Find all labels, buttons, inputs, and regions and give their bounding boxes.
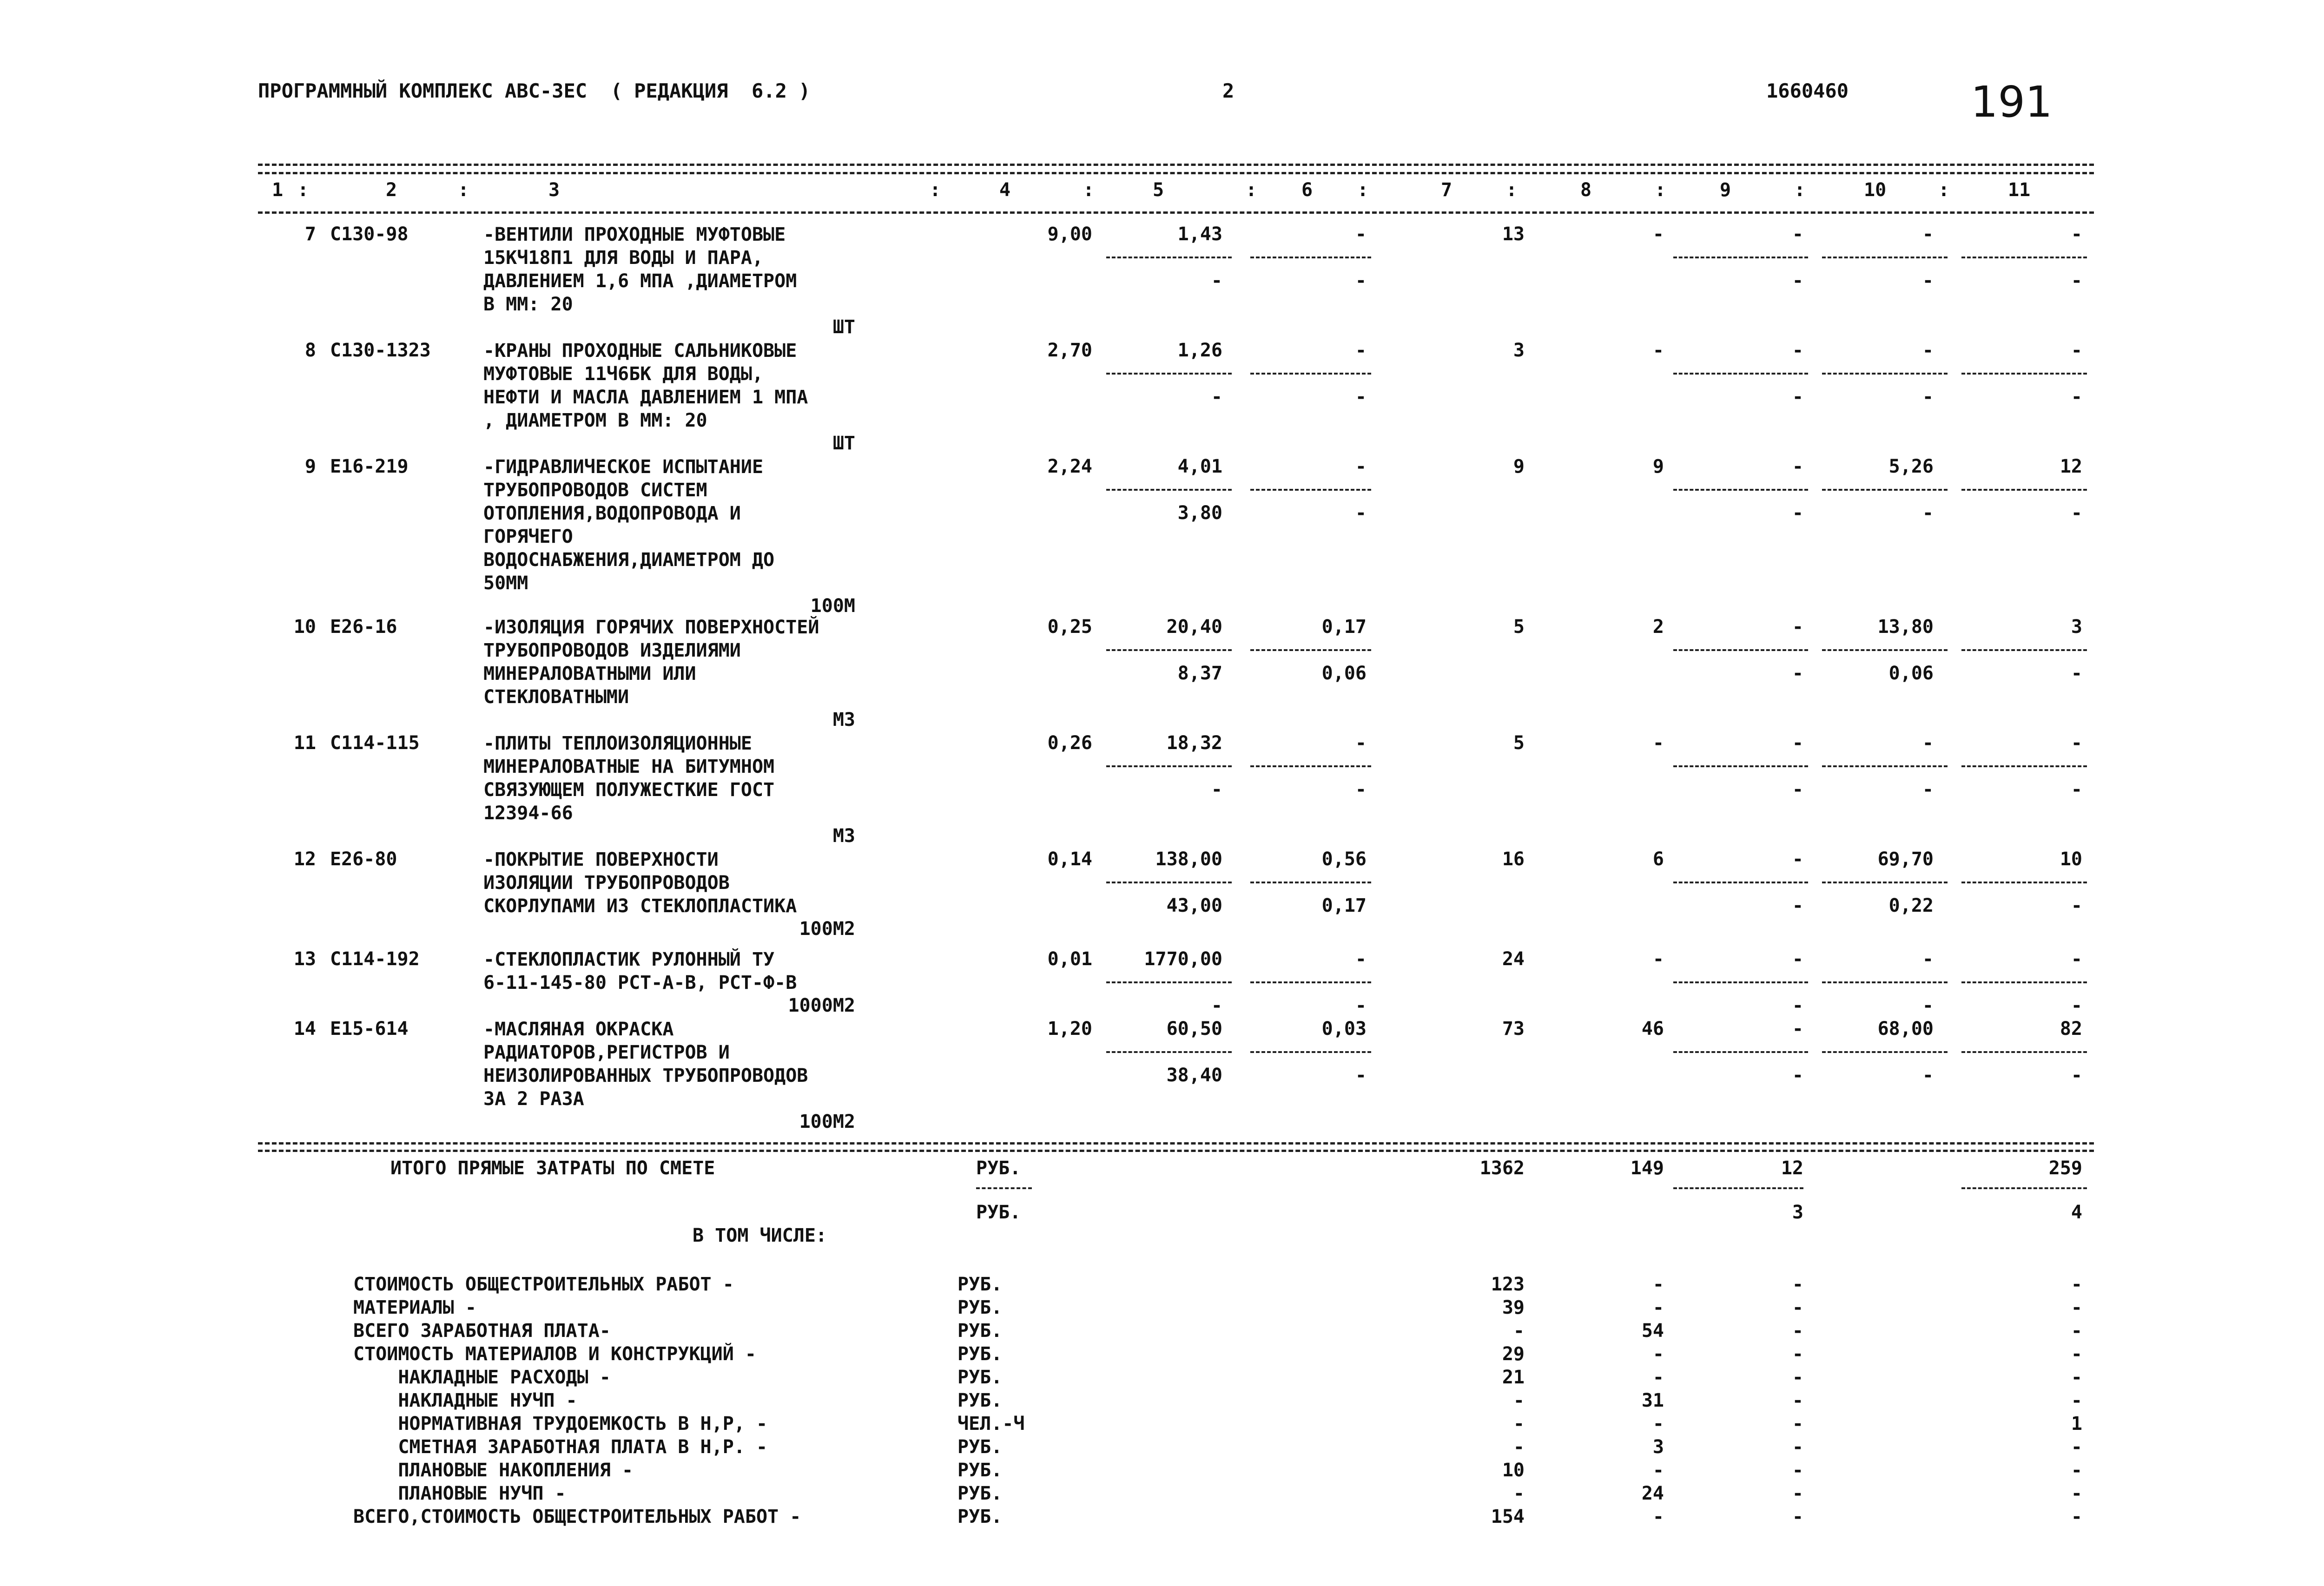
row-rule-c9 bbox=[1673, 257, 1808, 258]
row-c4: 2,24 bbox=[1047, 456, 1092, 477]
row-c9b: - bbox=[1792, 995, 1803, 1016]
row-code: Е15-614 bbox=[330, 1018, 409, 1040]
row-rule-c10 bbox=[1822, 373, 1948, 375]
row-rule-c9 bbox=[1673, 981, 1808, 983]
including-label: В ТОМ ЧИСЛЕ: bbox=[693, 1225, 827, 1246]
row-c7: 16 bbox=[1502, 849, 1525, 870]
summary-unit: РУБ. bbox=[957, 1297, 1003, 1318]
summary-col7: 10 bbox=[1502, 1460, 1525, 1481]
row-c5b: - bbox=[1211, 270, 1222, 291]
summary-col11: 1 bbox=[2071, 1413, 2082, 1435]
row-c9: - bbox=[1792, 732, 1803, 754]
row-unit: М3 bbox=[832, 709, 855, 730]
row-number: 13 bbox=[293, 948, 316, 970]
column-separator: : bbox=[1246, 179, 1257, 201]
summary-col9: - bbox=[1792, 1390, 1803, 1411]
summary-unit: ЧЕЛ.-Ч bbox=[957, 1413, 1025, 1435]
summary-col11: - bbox=[2071, 1436, 2082, 1458]
summary-col9: - bbox=[1792, 1274, 1803, 1295]
summary-label: ВСЕГО ЗАРАБОТНАЯ ПЛАТА- bbox=[353, 1320, 611, 1342]
row-c5: 18,32 bbox=[1166, 732, 1222, 754]
row-description: -ГИДРАВЛИЧЕСКОЕ ИСПЫТАНИЕ ТРУБОПРОВОДОВ СИСТЕМ ОТОПЛЕНИЯ,ВОДОПРОВОДА И ГОРЯЧЕГО ВОДОСНАБЖЕНИЯ,ДИАМЕТРОМ ДО 50ММ bbox=[483, 456, 775, 594]
row-c11: - bbox=[2071, 224, 2082, 245]
column-separator: : bbox=[1938, 179, 1950, 201]
row-rule-c5 bbox=[1106, 489, 1232, 491]
row-c5b: 38,40 bbox=[1166, 1065, 1222, 1086]
row-c11: 82 bbox=[2060, 1018, 2082, 1040]
totals-col9-rule bbox=[1673, 1187, 1803, 1189]
row-c5: 20,40 bbox=[1166, 616, 1222, 638]
summary-col8: - bbox=[1652, 1343, 1664, 1365]
row-rule-c6 bbox=[1250, 257, 1371, 258]
summary-col8: - bbox=[1652, 1506, 1664, 1527]
row-c5b: - bbox=[1211, 995, 1222, 1016]
summary-col7: - bbox=[1513, 1483, 1525, 1504]
row-rule-c11 bbox=[1961, 257, 2087, 258]
summary-col11: - bbox=[2071, 1390, 2082, 1411]
summary-col7: - bbox=[1513, 1436, 1525, 1458]
row-c9: - bbox=[1792, 340, 1803, 361]
row-c7: 5 bbox=[1513, 732, 1525, 754]
summary-unit: РУБ. bbox=[957, 1390, 1003, 1411]
document-code: 1660460 bbox=[1766, 79, 1849, 102]
summary-col8: - bbox=[1652, 1413, 1664, 1435]
row-unit: М3 bbox=[832, 825, 855, 847]
row-rule-c9 bbox=[1673, 373, 1808, 375]
summary-col9: - bbox=[1792, 1413, 1803, 1435]
row-c10: - bbox=[1922, 732, 1934, 754]
row-rule-c9 bbox=[1673, 489, 1808, 491]
row-c8: - bbox=[1652, 340, 1664, 361]
row-c7: 73 bbox=[1502, 1018, 1525, 1040]
totals-unit-2: РУБ. bbox=[976, 1202, 1021, 1223]
row-description: -СТЕКЛОПЛАСТИК РУЛОННЫЙ ТУ 6-11-145-80 РСТ-А-В, РСТ-Ф-В bbox=[483, 949, 797, 994]
row-c10: 13,80 bbox=[1877, 616, 1934, 638]
summary-unit: РУБ. bbox=[957, 1460, 1003, 1481]
row-c10: - bbox=[1922, 340, 1934, 361]
row-number: 10 bbox=[293, 616, 316, 638]
summary-label: НАКЛАДНЫЕ РАСХОДЫ - bbox=[353, 1367, 611, 1388]
totals-unit-rule bbox=[976, 1187, 1032, 1189]
row-unit: ШТ bbox=[832, 316, 855, 338]
row-number: 11 bbox=[293, 732, 316, 754]
column-separator: : bbox=[458, 179, 469, 201]
row-c10b: - bbox=[1922, 502, 1934, 524]
row-rule-c11 bbox=[1961, 882, 2087, 883]
totals-col11-rule bbox=[1961, 1187, 2087, 1189]
row-rule-c5 bbox=[1106, 1051, 1232, 1053]
summary-unit: РУБ. bbox=[957, 1274, 1003, 1295]
row-description: -ВЕНТИЛИ ПРОХОДНЫЕ МУФТОВЫЕ 15КЧ18П1 ДЛЯ ВОДЫ И ПАРА, ДАВЛЕНИЕМ 1,6 МПА ,ДИАМЕТРОМ В ММ: 20 bbox=[483, 224, 797, 315]
totals-col11-b: 4 bbox=[2071, 1202, 2082, 1223]
row-c9b: - bbox=[1792, 502, 1803, 524]
row-c11b: - bbox=[2071, 1065, 2082, 1086]
row-c10b: - bbox=[1922, 1065, 1934, 1086]
row-c4: 1,20 bbox=[1047, 1018, 1092, 1040]
column-separator: : bbox=[1083, 179, 1095, 201]
row-c5b: - bbox=[1211, 779, 1222, 800]
row-rule-c11 bbox=[1961, 765, 2087, 767]
row-c8: 6 bbox=[1652, 849, 1664, 870]
row-c9b: - bbox=[1792, 1065, 1803, 1086]
row-c7: 24 bbox=[1502, 948, 1525, 970]
summary-col7: 39 bbox=[1502, 1297, 1525, 1318]
row-c9: - bbox=[1792, 849, 1803, 870]
summary-label: ПЛАНОВЫЕ НУЧП - bbox=[353, 1483, 566, 1504]
summary-col8: 3 bbox=[1652, 1436, 1664, 1458]
row-c11b: - bbox=[2071, 270, 2082, 291]
summary-col8: 54 bbox=[1641, 1320, 1664, 1342]
summary-col9: - bbox=[1792, 1506, 1803, 1527]
row-c6b: - bbox=[1355, 779, 1367, 800]
summary-col11: - bbox=[2071, 1297, 2082, 1318]
row-unit: ШТ bbox=[832, 433, 855, 454]
row-code: С130-98 bbox=[330, 224, 409, 245]
totals-rule bbox=[258, 1142, 2094, 1145]
column-header-10: 10 bbox=[1864, 179, 1887, 201]
row-description: -ИЗОЛЯЦИЯ ГОРЯЧИХ ПОВЕРХНОСТЕЙ ТРУБОПРОВОДОВ ИЗДЕЛИЯМИ МИНЕРАЛОВАТНЫМИ ИЛИ СТЕКЛОВАТНЫМИ bbox=[483, 617, 819, 708]
row-code: С114-192 bbox=[330, 948, 420, 970]
row-c6b: - bbox=[1355, 995, 1367, 1016]
summary-col8: - bbox=[1652, 1297, 1664, 1318]
row-c6: - bbox=[1355, 224, 1367, 245]
row-rule-c6 bbox=[1250, 765, 1371, 767]
row-c6b: - bbox=[1355, 1065, 1367, 1086]
row-c5: 60,50 bbox=[1166, 1018, 1222, 1040]
row-c4: 0,01 bbox=[1047, 948, 1092, 970]
row-rule-c6 bbox=[1250, 489, 1371, 491]
row-c9b: - bbox=[1792, 779, 1803, 800]
row-c11: - bbox=[2071, 340, 2082, 361]
row-c5: 1,43 bbox=[1177, 224, 1222, 245]
row-c9b: - bbox=[1792, 386, 1803, 408]
row-c8: 2 bbox=[1652, 616, 1664, 638]
summary-label: НАКЛАДНЫЕ НУЧП - bbox=[353, 1390, 577, 1411]
row-c10b: - bbox=[1922, 270, 1934, 291]
summary-col9: - bbox=[1792, 1483, 1803, 1504]
column-header-3: 3 bbox=[548, 179, 560, 201]
row-rule-c11 bbox=[1961, 373, 2087, 375]
column-header-7: 7 bbox=[1441, 179, 1452, 201]
row-code: Е16-219 bbox=[330, 456, 409, 477]
summary-unit: РУБ. bbox=[957, 1506, 1003, 1527]
row-description: -МАСЛЯНАЯ ОКРАСКА РАДИАТОРОВ,РЕГИСТРОВ И НЕИЗОЛИРОВАННЫХ ТРУБОПРОВОДОВ ЗА 2 РАЗА bbox=[483, 1019, 808, 1110]
summary-col11: - bbox=[2071, 1460, 2082, 1481]
header-rule-top-2 bbox=[258, 172, 2094, 174]
row-c7: 3 bbox=[1513, 340, 1525, 361]
row-c10b: 0,06 bbox=[1888, 663, 1934, 684]
row-c11: 3 bbox=[2071, 616, 2082, 638]
row-c5: 1770,00 bbox=[1144, 948, 1222, 970]
row-c8: - bbox=[1652, 732, 1664, 754]
row-c5b: 8,37 bbox=[1177, 663, 1222, 684]
column-header-2: 2 bbox=[386, 179, 397, 201]
row-c10: - bbox=[1922, 224, 1934, 245]
row-c11b: - bbox=[2071, 386, 2082, 408]
row-c4: 2,70 bbox=[1047, 340, 1092, 361]
row-c6: 0,56 bbox=[1321, 849, 1367, 870]
row-rule-c5 bbox=[1106, 373, 1232, 375]
column-header-9: 9 bbox=[1720, 179, 1731, 201]
summary-col9: - bbox=[1792, 1460, 1803, 1481]
row-rule-c5 bbox=[1106, 981, 1232, 983]
summary-col11: - bbox=[2071, 1483, 2082, 1504]
row-c10b: - bbox=[1922, 386, 1934, 408]
summary-label: СМЕТНАЯ ЗАРАБОТНАЯ ПЛАТА В Н,Р. - bbox=[353, 1436, 768, 1458]
row-number: 8 bbox=[304, 340, 316, 361]
totals-col9-b: 3 bbox=[1792, 1202, 1803, 1223]
row-rule-c10 bbox=[1822, 1051, 1948, 1053]
row-c4: 0,14 bbox=[1047, 849, 1092, 870]
summary-label: СТОИМОСТЬ ОБЩЕСТРОИТЕЛЬНЫХ РАБОТ - bbox=[353, 1274, 734, 1295]
row-c9: - bbox=[1792, 616, 1803, 638]
row-c9: - bbox=[1792, 456, 1803, 477]
row-c11: - bbox=[2071, 948, 2082, 970]
summary-col8: 31 bbox=[1641, 1390, 1664, 1411]
program-title: ПРОГРАММНЫЙ КОМПЛЕКС АВС-ЗЕС ( РЕДАКЦИЯ 6.2 ) bbox=[258, 79, 811, 102]
summary-col8: - bbox=[1652, 1367, 1664, 1388]
row-c9b: - bbox=[1792, 663, 1803, 684]
summary-label: СТОИМОСТЬ МАТЕРИАЛОВ И КОНСТРУКЦИЙ - bbox=[353, 1343, 756, 1365]
row-c8: - bbox=[1652, 948, 1664, 970]
column-header-4: 4 bbox=[999, 179, 1011, 201]
column-separator: : bbox=[1506, 179, 1518, 201]
row-rule-c9 bbox=[1673, 1051, 1808, 1053]
row-description: -ПЛИТЫ ТЕПЛОИЗОЛЯЦИОННЫЕ МИНЕРАЛОВАТНЫЕ НА БИТУМНОМ СВЯЗУЮЩЕМ ПОЛУЖЕСТКИЕ ГОСТ 12394-66 bbox=[483, 733, 775, 824]
summary-label: ВСЕГО,СТОИМОСТЬ ОБЩЕСТРОИТЕЛЬНЫХ РАБОТ - bbox=[353, 1506, 801, 1527]
row-rule-c5 bbox=[1106, 882, 1232, 883]
row-rule-c5 bbox=[1106, 765, 1232, 767]
summary-unit: РУБ. bbox=[957, 1343, 1003, 1365]
column-separator: : bbox=[1794, 179, 1806, 201]
row-c6: - bbox=[1355, 340, 1367, 361]
row-c9: - bbox=[1792, 1018, 1803, 1040]
row-c10b: - bbox=[1922, 779, 1934, 800]
row-c6b: 0,17 bbox=[1321, 895, 1367, 916]
row-rule-c11 bbox=[1961, 1051, 2087, 1053]
row-c10: 69,70 bbox=[1877, 849, 1934, 870]
row-rule-c5 bbox=[1106, 257, 1232, 258]
summary-col9: - bbox=[1792, 1320, 1803, 1342]
summary-col9: - bbox=[1792, 1367, 1803, 1388]
row-code: Е26-80 bbox=[330, 849, 397, 870]
row-c11b: - bbox=[2071, 895, 2082, 916]
row-c8: - bbox=[1652, 224, 1664, 245]
row-number: 12 bbox=[293, 849, 316, 870]
row-c4: 0,26 bbox=[1047, 732, 1092, 754]
summary-col7: 154 bbox=[1491, 1506, 1525, 1527]
row-c9: - bbox=[1792, 948, 1803, 970]
summary-col7: - bbox=[1513, 1320, 1525, 1342]
summary-col11: - bbox=[2071, 1320, 2082, 1342]
row-c10: 68,00 bbox=[1877, 1018, 1934, 1040]
row-c6: 0,17 bbox=[1321, 616, 1367, 638]
totals-rule-2 bbox=[258, 1150, 2094, 1152]
summary-col7: - bbox=[1513, 1413, 1525, 1435]
row-c8: 9 bbox=[1652, 456, 1664, 477]
row-c4: 0,25 bbox=[1047, 616, 1092, 638]
totals-col7: 1362 bbox=[1479, 1158, 1525, 1179]
row-rule-c6 bbox=[1250, 882, 1371, 883]
row-c6: - bbox=[1355, 456, 1367, 477]
summary-col9: - bbox=[1792, 1297, 1803, 1318]
row-c11b: - bbox=[2071, 779, 2082, 800]
totals-unit: РУБ. bbox=[976, 1158, 1021, 1179]
row-c11b: - bbox=[2071, 663, 2082, 684]
row-c10b: - bbox=[1922, 995, 1934, 1016]
totals-col11: 259 bbox=[2048, 1158, 2082, 1179]
row-rule-c11 bbox=[1961, 649, 2087, 651]
row-number: 14 bbox=[293, 1018, 316, 1040]
summary-col11: - bbox=[2071, 1343, 2082, 1365]
row-rule-c10 bbox=[1822, 882, 1948, 883]
row-c10b: 0,22 bbox=[1888, 895, 1934, 916]
summary-col11: - bbox=[2071, 1367, 2082, 1388]
row-c7: 9 bbox=[1513, 456, 1525, 477]
summary-unit: РУБ. bbox=[957, 1320, 1003, 1342]
summary-unit: РУБ. bbox=[957, 1483, 1003, 1504]
row-description: -КРАНЫ ПРОХОДНЫЕ САЛЬНИКОВЫЕ МУФТОВЫЕ 11Ч6БК ДЛЯ ВОДЫ, НЕФТИ И МАСЛА ДАВЛЕНИЕМ 1 МПА , ДИАМЕТРОМ В ММ: 20 bbox=[483, 340, 808, 431]
row-c6: - bbox=[1355, 732, 1367, 754]
row-number: 7 bbox=[304, 224, 316, 245]
row-rule-c6 bbox=[1250, 649, 1371, 651]
row-c6: 0,03 bbox=[1321, 1018, 1367, 1040]
summary-col9: - bbox=[1792, 1343, 1803, 1365]
row-c6b: - bbox=[1355, 270, 1367, 291]
row-c10: - bbox=[1922, 948, 1934, 970]
row-c5: 4,01 bbox=[1177, 456, 1222, 477]
summary-col11: - bbox=[2071, 1274, 2082, 1295]
row-c11b: - bbox=[2071, 995, 2082, 1016]
row-c5: 138,00 bbox=[1155, 849, 1222, 870]
row-rule-c6 bbox=[1250, 1051, 1371, 1053]
row-c6b: 0,06 bbox=[1321, 663, 1367, 684]
summary-col7: 21 bbox=[1502, 1367, 1525, 1388]
row-c11b: - bbox=[2071, 502, 2082, 524]
row-rule-c10 bbox=[1822, 257, 1948, 258]
summary-label: НОРМАТИВНАЯ ТРУДОЕМКОСТЬ В Н,Р, - bbox=[353, 1413, 768, 1435]
page-number: 2 bbox=[1222, 79, 1235, 102]
row-c8: 46 bbox=[1641, 1018, 1664, 1040]
row-c5: 1,26 bbox=[1177, 340, 1222, 361]
row-rule-c10 bbox=[1822, 649, 1948, 651]
row-c7: 13 bbox=[1502, 224, 1525, 245]
totals-label: ИТОГО ПРЯМЫЕ ЗАТРАТЫ ПО СМЕТЕ bbox=[390, 1158, 715, 1179]
row-c5b: 43,00 bbox=[1166, 895, 1222, 916]
summary-unit: РУБ. bbox=[957, 1367, 1003, 1388]
summary-col7: 29 bbox=[1502, 1343, 1525, 1365]
row-rule-c10 bbox=[1822, 489, 1948, 491]
row-unit: 100М2 bbox=[799, 918, 855, 940]
column-separator: : bbox=[297, 179, 309, 201]
row-c9b: - bbox=[1792, 270, 1803, 291]
row-c4: 9,00 bbox=[1047, 224, 1092, 245]
summary-col8: - bbox=[1652, 1274, 1664, 1295]
column-header-5: 5 bbox=[1153, 179, 1164, 201]
summary-col7: 123 bbox=[1491, 1274, 1525, 1295]
row-rule-c9 bbox=[1673, 765, 1808, 767]
row-c6: - bbox=[1355, 948, 1367, 970]
row-c6b: - bbox=[1355, 502, 1367, 524]
row-unit: 100М bbox=[810, 595, 855, 617]
row-unit: 100М2 bbox=[799, 1111, 855, 1132]
row-code: С130-1323 bbox=[330, 340, 431, 361]
row-c6b: - bbox=[1355, 386, 1367, 408]
row-c5b: - bbox=[1211, 386, 1222, 408]
summary-col9: - bbox=[1792, 1436, 1803, 1458]
row-c11: - bbox=[2071, 732, 2082, 754]
row-c9b: - bbox=[1792, 895, 1803, 916]
row-rule-c6 bbox=[1250, 373, 1371, 375]
summary-label: ПЛАНОВЫЕ НАКОПЛЕНИЯ - bbox=[353, 1460, 634, 1481]
row-rule-c5 bbox=[1106, 649, 1232, 651]
row-c9: - bbox=[1792, 224, 1803, 245]
summary-col11: - bbox=[2071, 1506, 2082, 1527]
column-header-1: 1 bbox=[272, 179, 284, 201]
header-rule-top bbox=[258, 164, 2094, 166]
row-c7: 5 bbox=[1513, 616, 1525, 638]
column-separator: : bbox=[930, 179, 941, 201]
row-number: 9 bbox=[304, 456, 316, 477]
summary-unit: РУБ. bbox=[957, 1436, 1003, 1458]
column-header-8: 8 bbox=[1580, 179, 1592, 201]
summary-col8: - bbox=[1652, 1460, 1664, 1481]
summary-col8: 24 bbox=[1641, 1483, 1664, 1504]
column-separator: : bbox=[1357, 179, 1369, 201]
totals-col9: 12 bbox=[1781, 1158, 1803, 1179]
row-c11: 12 bbox=[2060, 456, 2082, 477]
row-c10: 5,26 bbox=[1888, 456, 1934, 477]
row-c5b: 3,80 bbox=[1177, 502, 1222, 524]
row-rule-c11 bbox=[1961, 981, 2087, 983]
row-rule-c6 bbox=[1250, 981, 1371, 983]
totals-col8: 149 bbox=[1630, 1158, 1664, 1179]
handwritten-number: 191 bbox=[1971, 77, 2053, 127]
summary-col7: - bbox=[1513, 1390, 1525, 1411]
row-rule-c10 bbox=[1822, 981, 1948, 983]
row-rule-c11 bbox=[1961, 489, 2087, 491]
row-c11: 10 bbox=[2060, 849, 2082, 870]
column-separator: : bbox=[1655, 179, 1666, 201]
summary-label: МАТЕРИАЛЫ - bbox=[353, 1297, 476, 1318]
row-code: Е26-16 bbox=[330, 616, 397, 638]
row-rule-c9 bbox=[1673, 649, 1808, 651]
row-code: С114-115 bbox=[330, 732, 420, 754]
column-header-11: 11 bbox=[2008, 179, 2031, 201]
row-rule-c9 bbox=[1673, 882, 1808, 883]
row-description: -ПОКРЫТИЕ ПОВЕРХНОСТИ ИЗОЛЯЦИИ ТРУБОПРОВОДОВ СКОРЛУПАМИ ИЗ СТЕКЛОПЛАСТИКА bbox=[483, 849, 797, 917]
column-header-6: 6 bbox=[1301, 179, 1313, 201]
row-rule-c10 bbox=[1822, 765, 1948, 767]
row-unit: 1000М2 bbox=[788, 995, 855, 1016]
header-rule-bottom bbox=[258, 211, 2094, 214]
